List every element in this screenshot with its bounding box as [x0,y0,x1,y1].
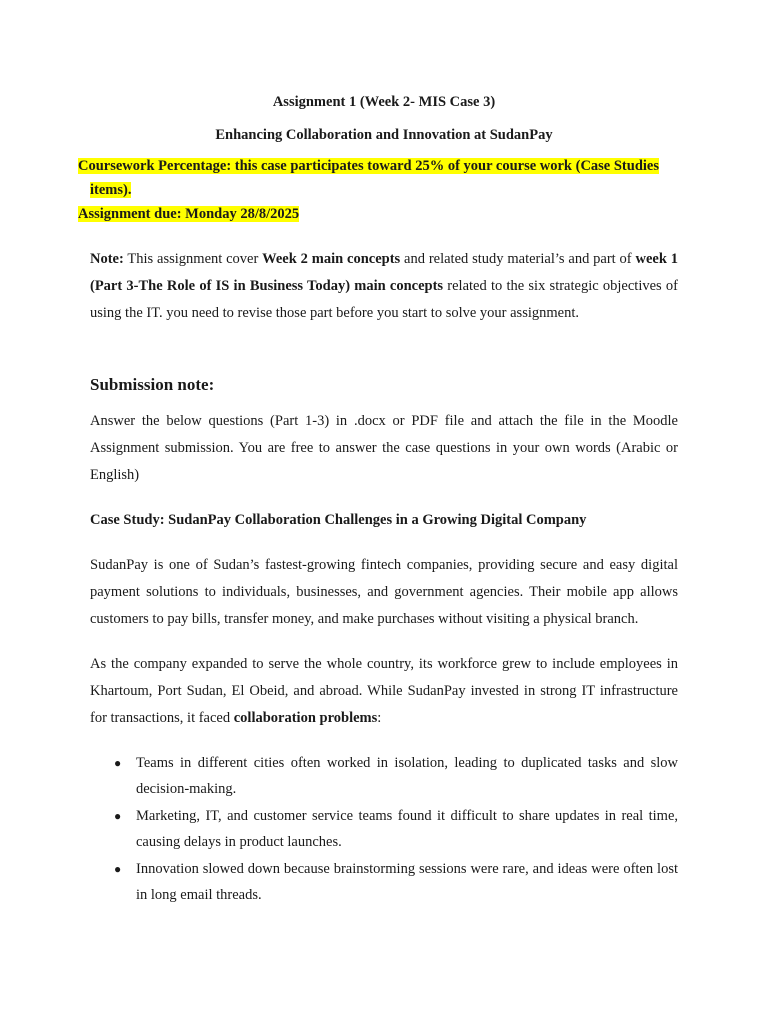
case-paragraph-2 [90,651,678,732]
list-item-text: Teams in different cities often worked in isolation, leading to duplicated tasks and slow decision-making. [136,755,678,797]
case-paragraph-2-end: : [377,710,382,726]
collaboration-problems-bold: collaboration problems [233,710,378,726]
note-text-2: and related study material’s and part of [400,251,636,267]
assignment-due [78,204,299,224]
coursework-percentage [78,154,659,202]
assignment-title: Assignment 1 (Week 2- MIS Case 3) [272,94,496,110]
note-paragraph [90,246,678,327]
list-item [110,856,678,908]
coursework-line-1: Coursework Percentage: this case participates toward 25% of your course work (Case Studies [78,158,659,174]
case-paragraph-1: SudanPay is one of Sudan’s fastest-growing fintech companies, providing secure and easy digital payment solutions to individuals, businesses, and government agencies. Their mobile app allows customers to pay bills, transfer money, and make purchases without visiting a physical branch. [90,557,678,627]
case-study-heading: Case Study: SudanPay Collaboration Challenges in a Growing Digital Company [90,512,587,528]
note-bold-1: Week 2 main concepts [262,251,401,267]
assignment-due-text: Assignment due: Monday 28/8/2025 [78,206,300,222]
submission-text: Answer the below questions (Part 1-3) in .docx or PDF file and attach the file in the Moodle Assignment submission. You are free to answer the case questions in your own words (Arabic or English) [90,413,678,483]
note-label: Note: [90,251,124,267]
case-paragraph-2-text: As the company expanded to serve the whole country, its workforce grew to include employees in Khartoum, Port Sudan, El Obeid, and abroad. While SudanPay invested in strong IT infrastructure for transactions, it faced [90,656,678,726]
bullet-icon: ● [114,862,122,876]
submission-heading: Submission note: [90,375,215,394]
note-text-3: related to the six strategic objectives of using the IT. you need to revise those part before you start to solve your assignment. [90,278,678,321]
list-item-text: Innovation slowed down because brainstorming sessions were rare, and ideas were often lost in long email threads. [136,861,678,903]
bullet-icon: ● [114,809,122,823]
bullet-icon: ● [114,756,122,770]
list-item [110,803,678,855]
note-text-1: This assignment cover [123,251,263,267]
coursework-line-2: items). [90,182,132,198]
note-bold-2: week 1 (Part 3-The Role of IS in Business Today) main concepts [90,251,678,294]
problems-list [110,750,678,909]
list-item-text: Marketing, IT, and customer service teams found it difficult to share updates in real time, causing delays in product launches. [136,808,678,850]
assignment-subtitle: Enhancing Collaboration and Innovation at SudanPay [215,127,553,143]
list-item [110,750,678,802]
